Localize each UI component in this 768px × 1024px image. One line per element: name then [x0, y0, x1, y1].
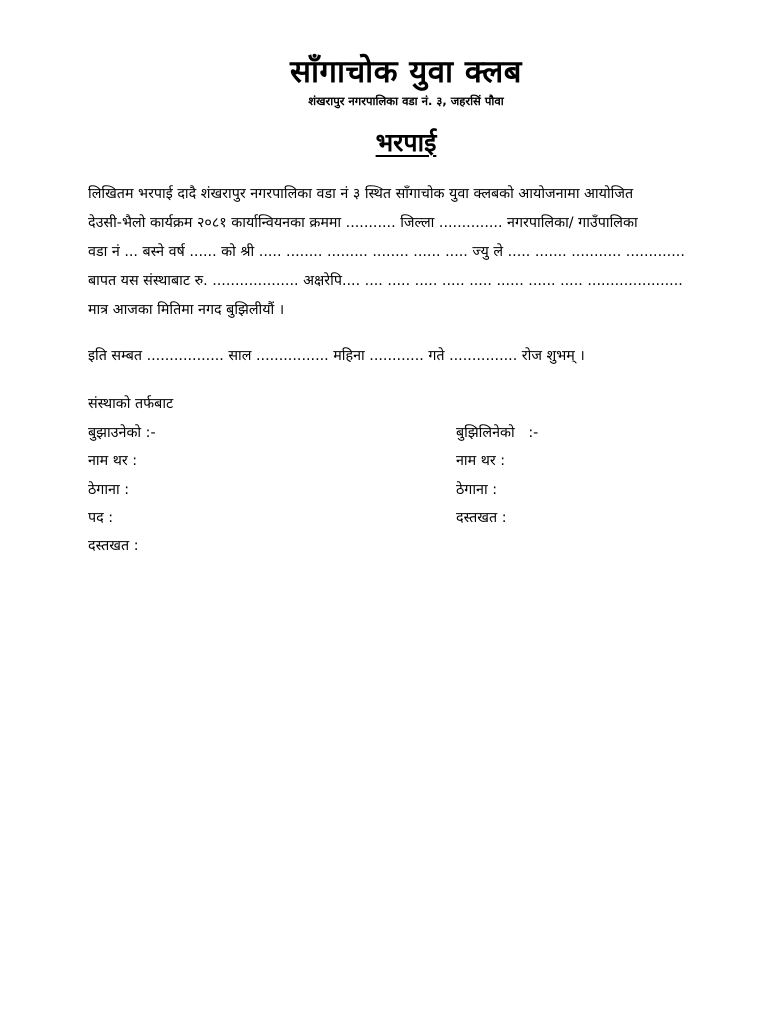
giver-name-label: नाम थर :	[88, 453, 138, 469]
body-line-4: बापत यस संस्थाबाट रु. ................... अक्षरेपि.... .... ..... ..... ..... ..... ...... ...... ..... .....................	[88, 273, 683, 289]
receipt-heading	[0, 126, 768, 160]
receipt-heading-text: भरपाई	[375, 128, 437, 157]
receiver-label: बुझिलिनेको :-	[456, 425, 539, 441]
giver-post-label: पद :	[88, 510, 114, 526]
body-line-3: वडा नं ... बस्ने वर्ष ...... को श्री ..... ........ ......... ........ ...... ..... ज्यु ले ..... ....... ........... .............	[88, 244, 685, 260]
club-address: शंखरापुर नगरपालिका वडा नं. ३, जहरसिं पौवा	[308, 94, 504, 108]
body-line-1: लिखितम भरपाई दादै शंखरापुर नगरपालिका वडा नं ३ स्थित साँगाचोक युवा क्लबको आयोजनामा आयोजित	[88, 186, 634, 202]
body-line-2: देउसी-भैलो कार्यक्रम २०८१ कार्यान्वियनका क्रममा ........... जिल्ला .............. नगरपालिका/ गाउँपालिका	[88, 215, 638, 231]
body-line-5: मात्र आजका मितिमा नगद बुझिलीयौं ।	[88, 302, 285, 318]
receiver-address-label: ठेगाना :	[456, 482, 498, 498]
giver-signature-label: दस्तखत :	[88, 538, 139, 554]
club-title: साँगाचोक युवा क्लब	[290, 54, 522, 90]
receipt-body	[88, 180, 733, 325]
giver-label: बुझाउनेको :-	[88, 425, 156, 441]
giver-address-label: ठेगाना :	[88, 482, 130, 498]
receiver-name-label: नाम थर :	[456, 453, 506, 469]
date-line: इति सम्बत ................. साल ................ महिना ............ गते ............... रोज शुभम् ।	[88, 348, 585, 364]
receiver-signature-label: दस्तखत :	[456, 510, 507, 526]
org-label: संस्थाको तर्फबाट	[88, 396, 174, 412]
